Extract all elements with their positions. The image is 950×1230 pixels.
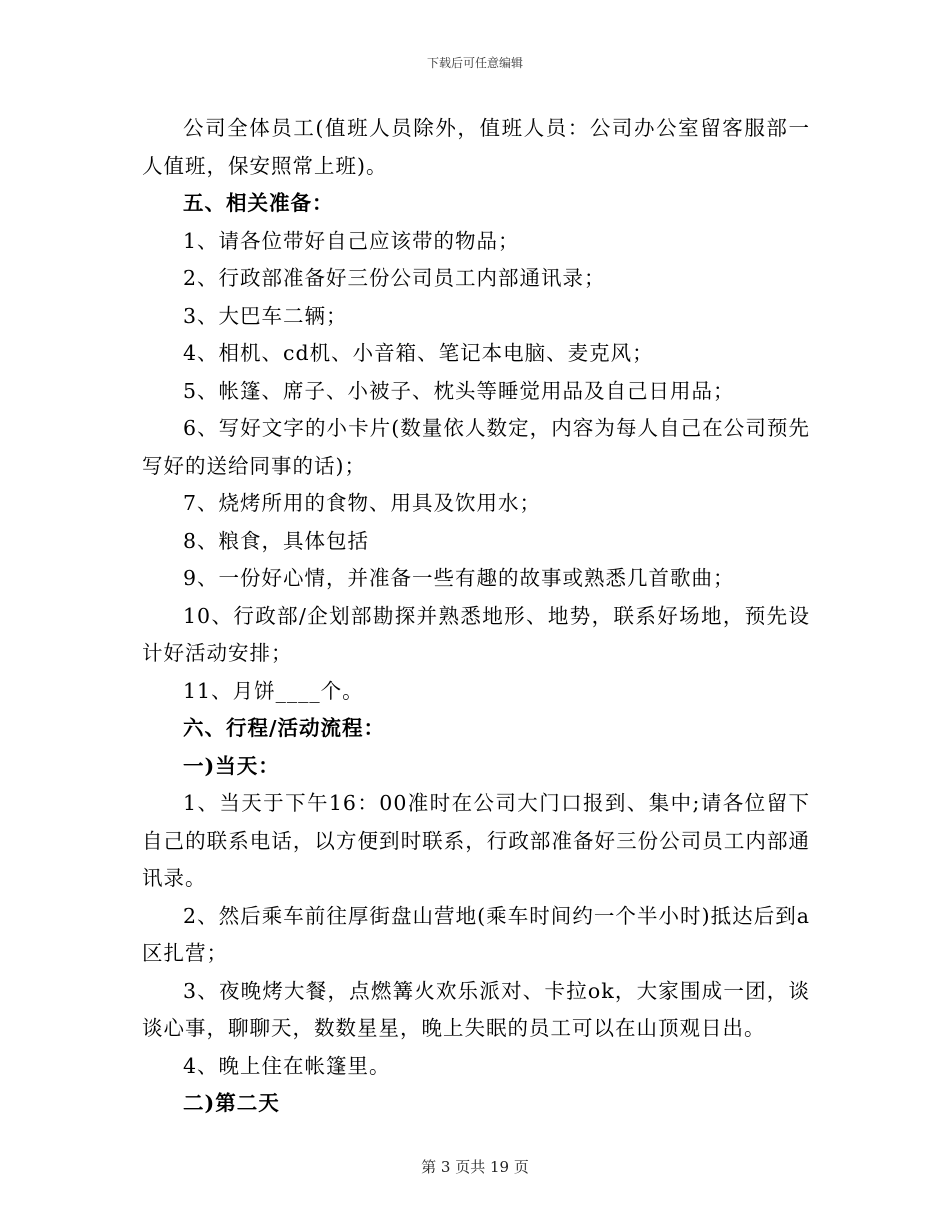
list-item: 1、请各位带好自己应该带的物品； [183, 228, 520, 253]
document-body [142, 110, 810, 1123]
list-item: 9、一份好心情，并准备一些有趣的故事或熟悉几首歌曲； [183, 566, 735, 590]
list-item: 2、行政部准备好三份公司员工内部通讯录； [183, 266, 606, 290]
list-item: 5、帐篷、席子、小被子、枕头等睡觉用品及自己日用品； [183, 378, 735, 403]
page-header: 下载后可任意编辑 [426, 56, 523, 70]
paragraph: 公司全体员工(值班人员除外，值班人员：公司办公室留客服部一人值班，保安照常上班)。 [142, 116, 810, 178]
list-item: 7、烧烤所用的食物、用具及饮用水； [183, 491, 542, 515]
section-heading: 六、行程/活动流程： [183, 716, 385, 740]
list-item: 6、写好文字的小卡片(数量依人数定，内容为每人自己在公司预先写好的送给同事的话)； [142, 416, 810, 478]
list-item: 1、当天于下午16：00准时在公司大门口报到、集中;请各位留下自己的联系电话，以方便到时联系，行政部准备好三份公司员工内部通讯录。 [142, 791, 810, 890]
list-item: 4、相机、cd机、小音箱、笔记本电脑、麦克风； [183, 341, 654, 365]
list-item: 3、大巴车二辆； [183, 303, 348, 328]
page-footer: 第 3 页共 19 页 [421, 1158, 529, 1176]
list-item: 8、粮食，具体包括 [183, 528, 370, 553]
subsection-heading: 一)当天： [183, 753, 280, 778]
list-item: 4、晚上住在帐篷里。 [183, 1053, 391, 1078]
list-item: 2、然后乘车前往厚街盘山营地(乘车时间约一个半小时)抵达后到a区扎营； [142, 903, 810, 965]
list-item: 10、行政部/企划部勘探并熟悉地形、地势，联系好场地，预先设计好活动安排； [142, 603, 810, 665]
section-heading: 五、相关准备： [183, 191, 334, 215]
subsection-heading: 二)第二天 [183, 1091, 280, 1115]
list-item: 11、月饼____个。 [183, 678, 364, 703]
list-item: 3、夜晚烤大餐，点燃篝火欢乐派对、卡拉ok，大家围成一团，谈谈心事，聊聊天，数数星星，晚上失眠的员工可以在山顶观日出。 [142, 978, 810, 1040]
